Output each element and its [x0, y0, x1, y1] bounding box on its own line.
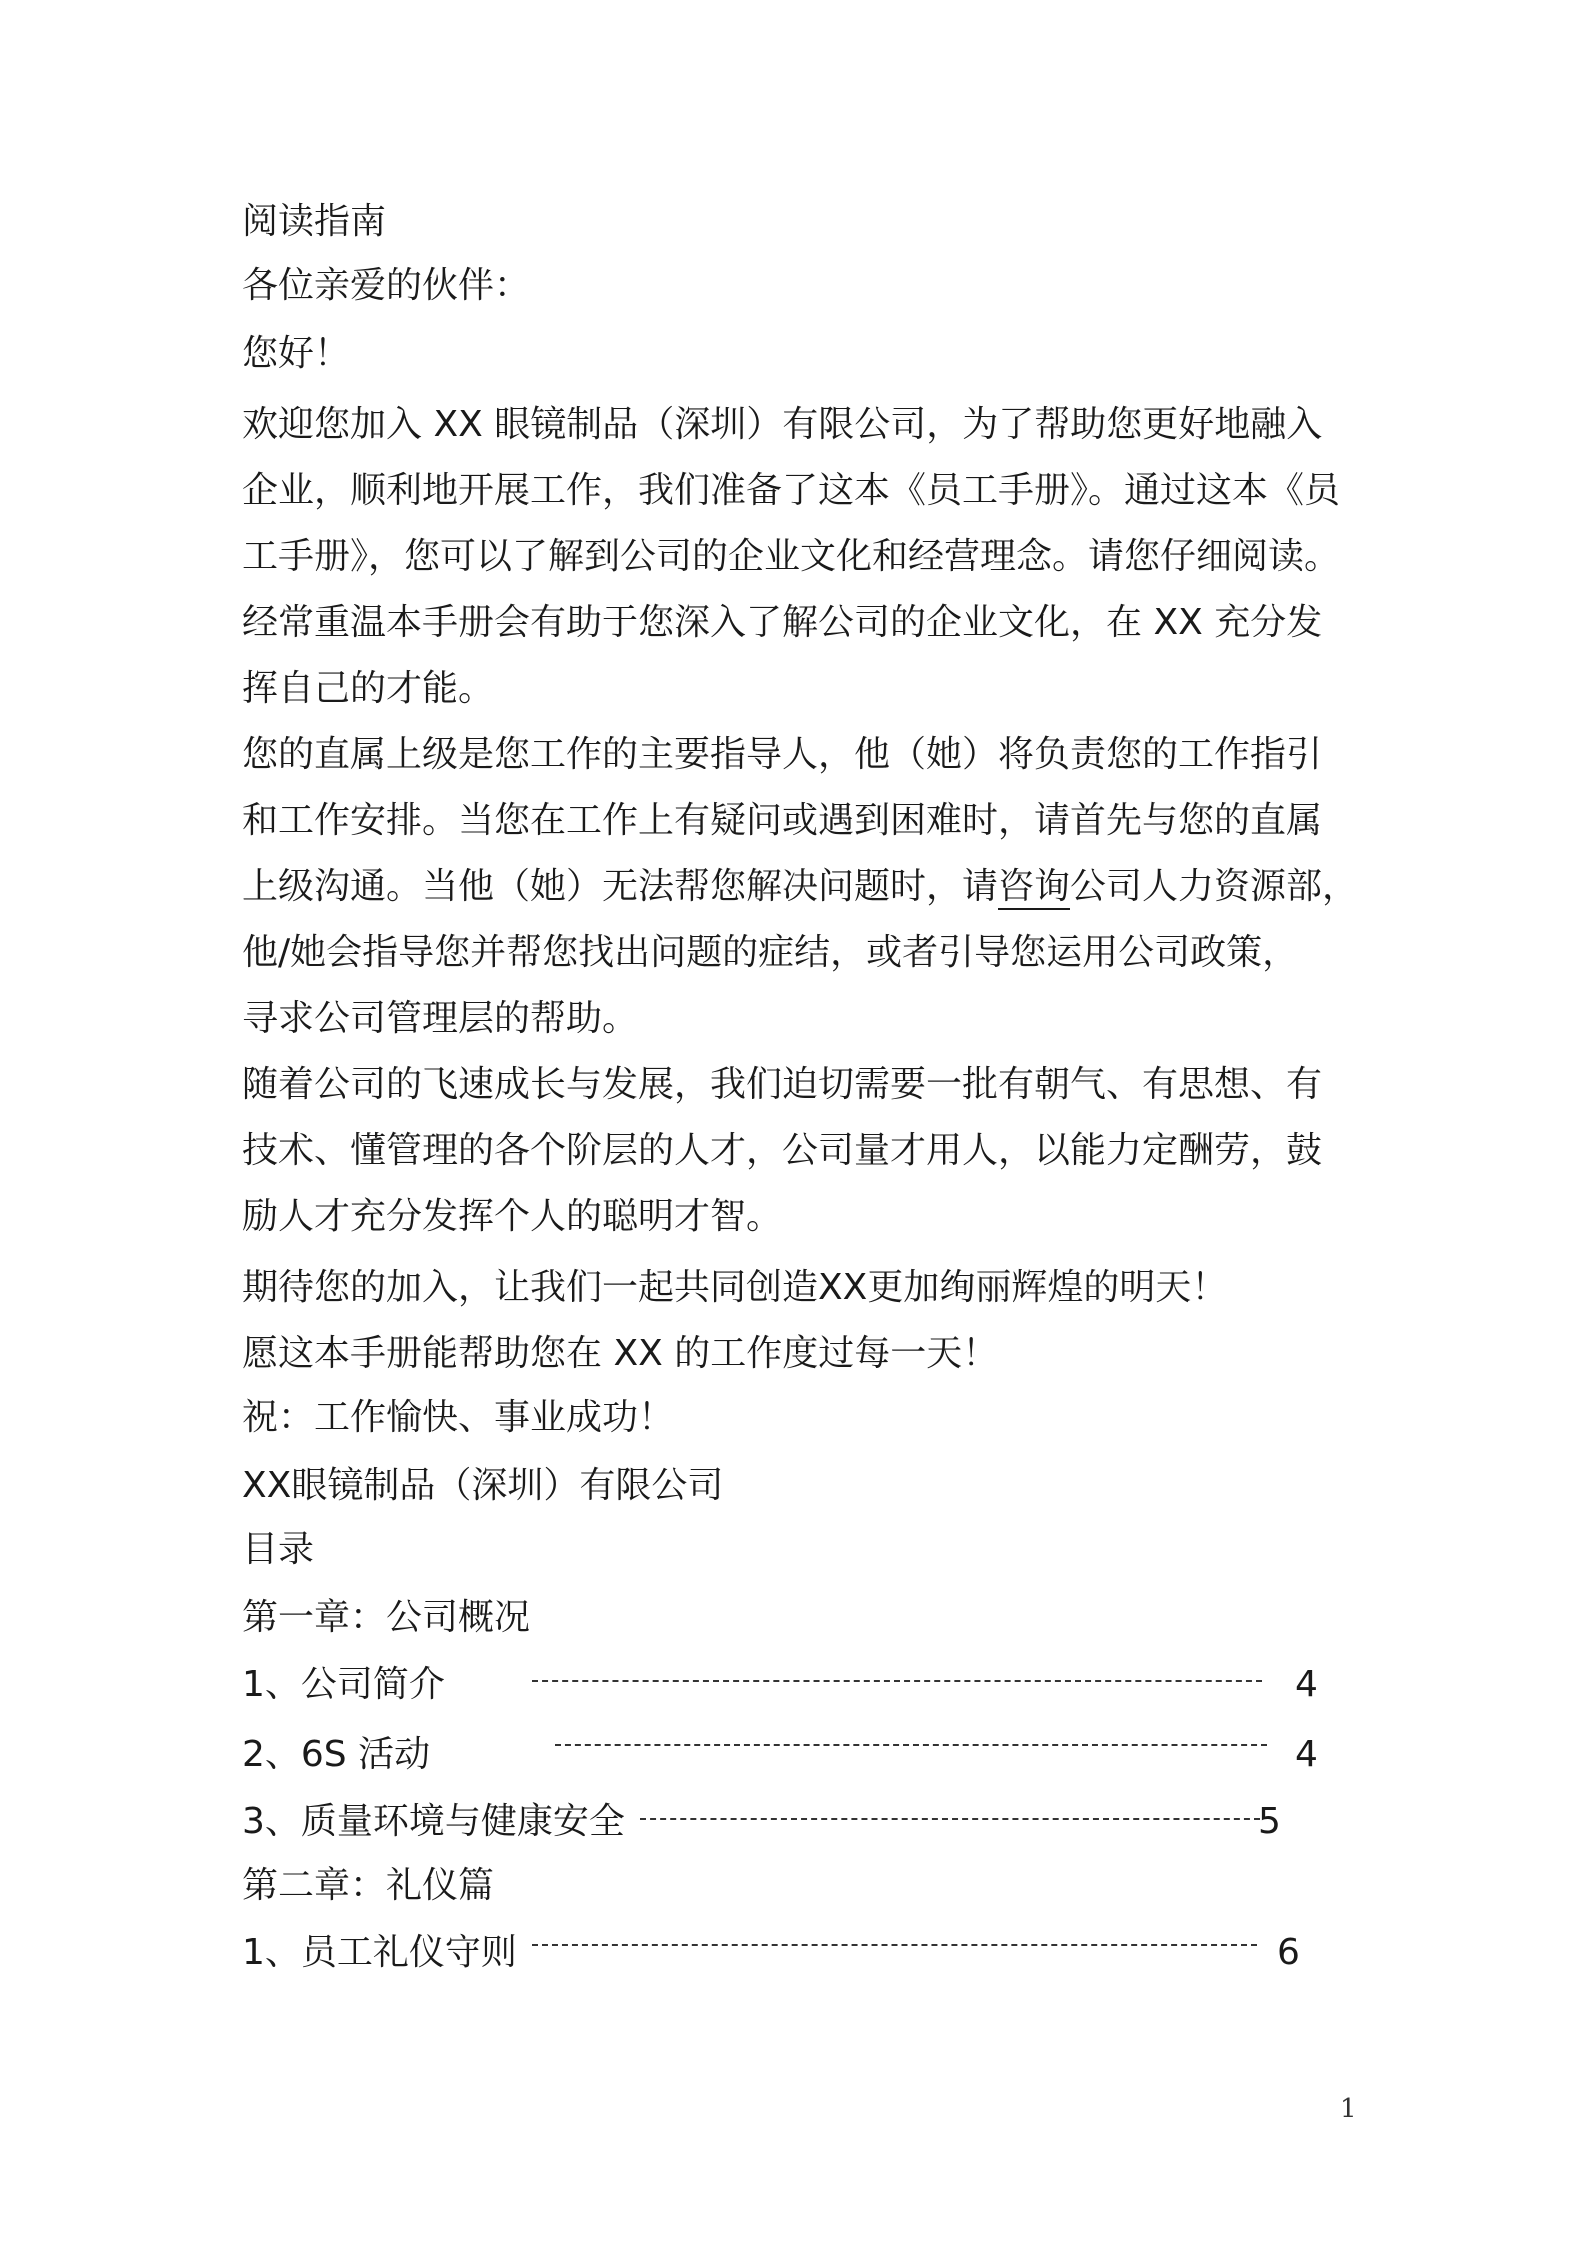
- toc-leader: [532, 1944, 1257, 1946]
- toc-chapter-1: 第一章：公司概况: [242, 1597, 531, 1638]
- underlined-word: 咨询: [998, 866, 1070, 910]
- toc-entry-label: 1、员工礼仪守则: [242, 1932, 517, 1973]
- toc-entry-page: 4: [1295, 1664, 1318, 1705]
- review-paragraph: [242, 590, 1362, 722]
- toc-entry-label: 3、质量环境与健康安全: [242, 1801, 625, 1842]
- toc-leader: [555, 1744, 1267, 1746]
- paragraph-line: [242, 854, 1362, 920]
- paragraph-line: 企业，顺利地开展工作，我们准备了这本《员工手册》。通过这本《员: [242, 470, 1341, 511]
- paragraph-line: 励人才充分发挥个人的聪明才智。: [242, 1196, 783, 1237]
- blessing-line: 祝：工作愉快、事业成功！: [242, 1397, 675, 1438]
- toc-title: 目录: [242, 1529, 315, 1570]
- paragraph-line: 挥自己的才能。: [242, 668, 495, 709]
- paragraph-line: 他/她会指导您并帮您找出问题的症结，或者引导您运用公司政策，: [242, 932, 1299, 973]
- toc-entry[interactable]: [242, 1720, 1362, 1790]
- paragraph-line: 经常重温本手册会有助于您深入了解公司的企业文化，在 XX 充分发: [242, 602, 1323, 643]
- toc-entry-page: 4: [1295, 1734, 1318, 1775]
- expectation-line: 期待您的加入，让我们一起共同创造XX更加绚丽辉煌的明天！: [242, 1267, 1228, 1308]
- welcome-paragraph: [242, 392, 1362, 590]
- paragraph-line: 欢迎您加入 XX 眼镜制品（深圳）有限公司，为了帮助您更好地融入: [242, 404, 1323, 445]
- paragraph-line: 寻求公司管理层的帮助。: [242, 998, 639, 1039]
- salutation: 各位亲爱的伙伴：: [242, 265, 531, 306]
- paragraph-line: 工手册》，您可以了解到公司的企业文化和经营理念。请您仔细阅读。: [242, 536, 1341, 577]
- paragraph-line: 您的直属上级是您工作的主要指导人，他（她）将负责您的工作指引: [242, 734, 1323, 775]
- toc-entry[interactable]: [242, 1790, 1362, 1854]
- company-signature: XX眼镜制品（深圳）有限公司: [242, 1465, 724, 1506]
- supervisor-paragraph: [242, 722, 1362, 1052]
- toc-entry-label: 1、公司简介: [242, 1664, 445, 1705]
- toc-entry[interactable]: [242, 1650, 1362, 1720]
- page-number: 1: [1340, 2094, 1357, 2124]
- wish-line: 愿这本手册能帮助您在 XX 的工作度过每一天！: [242, 1333, 999, 1374]
- line-text: 上级沟通。当他（她）无法帮您解决问题时，请: [242, 866, 999, 907]
- greeting: 您好！: [242, 333, 351, 374]
- paragraph-line: 技术、懂管理的各个阶层的人才，公司量才用人，以能力定酬劳，鼓: [242, 1130, 1323, 1171]
- toc-leader: [532, 1680, 1262, 1682]
- toc-entry[interactable]: [242, 1918, 1362, 1988]
- line-text: 公司人力资源部，: [1070, 866, 1359, 907]
- toc-chapter-2: 第二章：礼仪篇: [242, 1865, 495, 1906]
- paragraph-line: 随着公司的飞速成长与发展，我们迫切需要一批有朝气、有思想、有: [242, 1064, 1323, 1105]
- guide-title: 阅读指南: [242, 201, 387, 242]
- toc-leader: [640, 1818, 1260, 1820]
- paragraph-line: 和工作安排。当您在工作上有疑问或遇到困难时，请首先与您的直属: [242, 800, 1323, 841]
- toc-entry-label: 2、6S 活动: [242, 1734, 431, 1775]
- growth-paragraph: [242, 1052, 1362, 1250]
- toc-entry-page: 5: [1258, 1801, 1281, 1842]
- page-content: [242, 190, 1362, 1988]
- toc-entry-page: 6: [1277, 1932, 1300, 1973]
